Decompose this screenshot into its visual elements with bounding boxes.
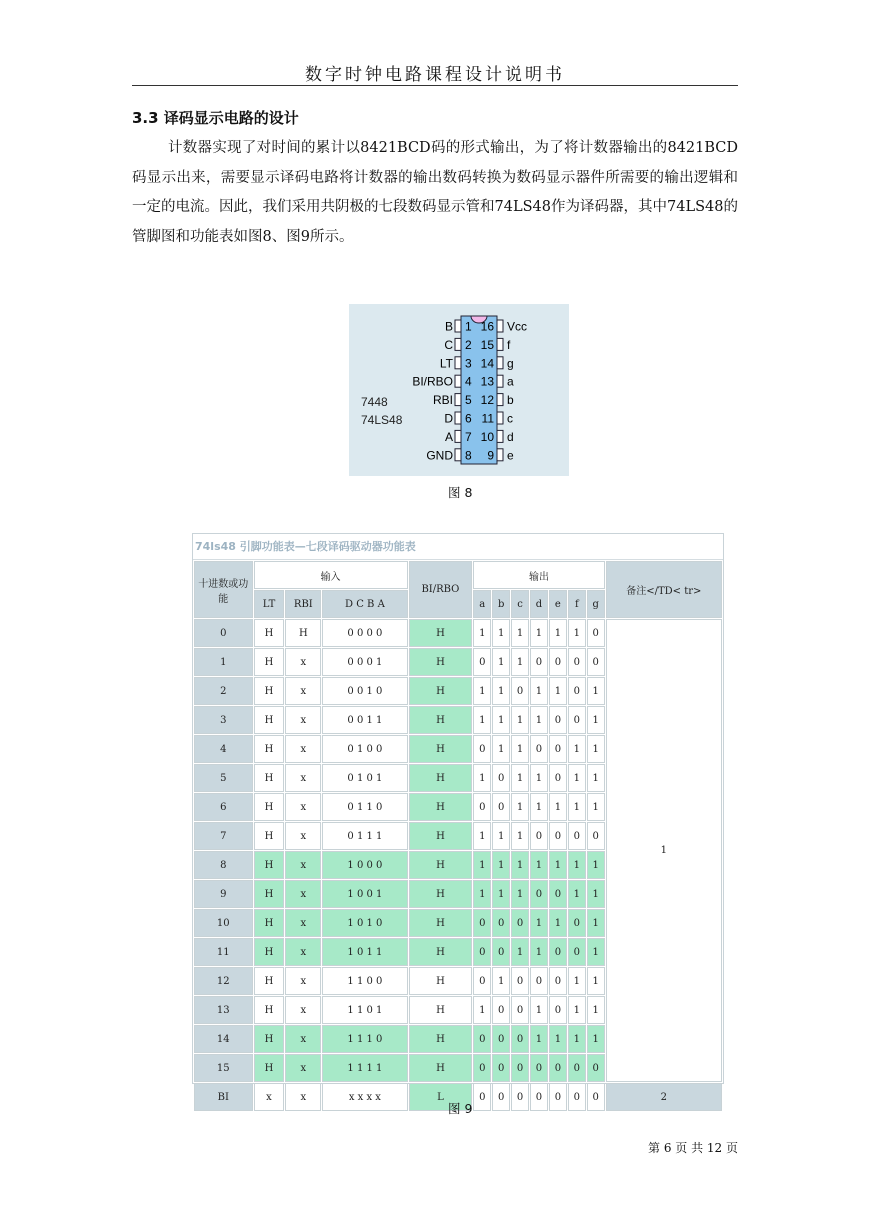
pin-number-left: 8 [465,448,472,463]
cell-output: 1 [549,619,567,647]
cell-bi-rbo: H [409,619,473,647]
figure9-caption: 图 9 [448,1101,473,1116]
pin-name-right: e [507,448,514,463]
cell-dcba: x x x x [322,1083,407,1111]
cell-output: 1 [492,706,510,734]
cell-output: 0 [568,822,586,850]
cell-output: 1 [473,677,491,705]
page-number: 第 6 页 共 12 页 [648,1141,738,1155]
pin-box-left [455,357,461,369]
cell-output: 0 [511,1054,529,1082]
cell-bi-rbo: H [409,851,473,879]
pin-box-left [455,430,461,442]
pin-box-left [455,412,461,424]
cell-output: 0 [492,909,510,937]
pin-box-right [497,357,503,369]
cell-dcba: 0 0 1 0 [322,677,407,705]
pin-box-right [497,412,503,424]
header-bi-rbo: BI/RBO [409,561,473,618]
pin-name-left: B [444,319,453,334]
cell-output: 0 [549,1083,567,1111]
cell-output: 0 [473,793,491,821]
cell-output: 1 [568,967,586,995]
cell-lt: H [254,909,285,937]
cell-bi-rbo: H [409,880,473,908]
cell-output: 1 [473,996,491,1024]
cell-bi-rbo: L [409,1083,473,1111]
pin-number-left: 7 [465,429,472,444]
cell-dcba: 1 1 1 1 [322,1054,407,1082]
pin-box-left [455,320,461,332]
cell-output: 1 [587,793,605,821]
subheader-output: c [511,590,529,618]
cell-output: 1 [568,1025,586,1053]
cell-bi-rbo: H [409,648,473,676]
cell-output: 1 [549,1025,567,1053]
cell-output: 1 [473,822,491,850]
cell-output: 1 [492,735,510,763]
cell-decimal: 7 [194,822,253,850]
cell-lt: H [254,822,285,850]
cell-bi-rbo: H [409,735,473,763]
cell-rbi: x [285,706,321,734]
cell-lt: H [254,677,285,705]
pinout-figure [349,304,569,476]
cell-output: 1 [492,967,510,995]
cell-rbi: H [285,619,321,647]
cell-rbi: x [285,851,321,879]
cell-bi-rbo: H [409,677,473,705]
cell-decimal: 3 [194,706,253,734]
cell-output: 0 [549,880,567,908]
cell-bi-rbo: H [409,1054,473,1082]
cell-note-main: 1 [606,619,722,1082]
cell-decimal: 15 [194,1054,253,1082]
cell-output: 1 [568,851,586,879]
cell-output: 0 [587,1083,605,1111]
cell-output: 1 [530,706,548,734]
pin-number-left: 4 [465,374,472,389]
cell-output: 0 [549,938,567,966]
cell-output: 0 [587,648,605,676]
cell-decimal: 4 [194,735,253,763]
function-table-figure [192,533,724,1103]
cell-output: 0 [530,735,548,763]
cell-output: 0 [511,677,529,705]
cell-output: 0 [568,1054,586,1082]
cell-output: 1 [549,677,567,705]
cell-output: 0 [530,1083,548,1111]
pin-number-left: 6 [465,411,472,426]
cell-output: 0 [587,822,605,850]
subheader-output: d [530,590,548,618]
cell-decimal: 12 [194,967,253,995]
cell-output: 1 [511,880,529,908]
section-heading: 3.3 译码显示电路的设计 [132,109,299,127]
cell-dcba: 0 1 1 1 [322,822,407,850]
cell-output: 0 [530,648,548,676]
cell-dcba: 0 1 0 0 [322,735,407,763]
cell-output: 0 [530,1054,548,1082]
table-row [194,619,722,647]
cell-lt: H [254,1054,285,1082]
pin-name-left: A [444,429,453,444]
chip-label-74ls48: 74LS48 [361,413,403,427]
chip-label-7448: 7448 [361,395,388,409]
cell-output: 0 [568,938,586,966]
pin-number-right: 12 [480,393,494,408]
cell-output: 0 [568,909,586,937]
cell-rbi: x [285,764,321,792]
cell-decimal: 5 [194,764,253,792]
pin-box-left [455,375,461,387]
cell-output: 1 [549,909,567,937]
cell-rbi: x [285,677,321,705]
cell-output: 1 [473,764,491,792]
subheader-input: LT [254,590,285,618]
pin-number-right: 9 [487,448,494,463]
cell-dcba: 0 0 0 0 [322,619,407,647]
pin-number-right: 15 [480,337,494,352]
cell-dcba: 0 1 1 0 [322,793,407,821]
cell-output: 0 [473,909,491,937]
cell-dcba: 1 0 0 0 [322,851,407,879]
cell-bi-rbo: H [409,909,473,937]
cell-output: 1 [568,764,586,792]
cell-decimal: 11 [194,938,253,966]
cell-output: 0 [549,1054,567,1082]
pin-name-right: a [507,374,514,389]
cell-bi-rbo: H [409,822,473,850]
subheader-output: g [587,590,605,618]
cell-output: 1 [511,851,529,879]
header-decimal: 十进数或功能 [194,561,253,618]
cell-output: 1 [492,677,510,705]
cell-output: 0 [511,909,529,937]
cell-rbi: x [285,909,321,937]
cell-output: 1 [530,909,548,937]
pin-name-left: RBI [432,393,453,408]
cell-output: 1 [511,793,529,821]
cell-output: 1 [530,677,548,705]
cell-lt: H [254,996,285,1024]
subheader-output: a [473,590,491,618]
cell-output: 1 [511,822,529,850]
pin-box-right [497,430,503,442]
pin-box-right [497,394,503,406]
cell-lt: H [254,938,285,966]
cell-bi-rbo: H [409,967,473,995]
pin-box-left [455,394,461,406]
cell-dcba: 0 0 1 1 [322,706,407,734]
cell-output: 1 [587,677,605,705]
cell-lt: H [254,619,285,647]
cell-bi-rbo: H [409,938,473,966]
pin-name-right: d [507,429,514,444]
pin-name-left: BI/RBO [412,374,453,389]
cell-rbi: x [285,1054,321,1082]
cell-dcba: 1 0 1 0 [322,909,407,937]
cell-lt: H [254,880,285,908]
cell-output: 1 [587,909,605,937]
cell-rbi: x [285,967,321,995]
cell-output: 0 [473,938,491,966]
cell-bi-rbo: H [409,764,473,792]
cell-rbi: x [285,793,321,821]
cell-lt: x [254,1083,285,1111]
pin-name-left: LT [439,356,453,371]
cell-lt: H [254,706,285,734]
cell-rbi: x [285,938,321,966]
subheader-input: RBI [285,590,321,618]
cell-output: 0 [511,996,529,1024]
pin-name-left: GND [426,448,453,463]
cell-output: 1 [568,880,586,908]
pinout-diagram [349,304,569,476]
page-header-title: 数字时钟电路课程设计说明书 [305,65,565,85]
cell-output: 1 [568,619,586,647]
cell-dcba: 1 0 0 1 [322,880,407,908]
cell-dcba: 1 1 0 0 [322,967,407,995]
subheader-output: f [568,590,586,618]
cell-rbi: x [285,648,321,676]
cell-output: 1 [530,851,548,879]
pin-number-right: 16 [480,319,494,334]
pin-name-right: Vcc [507,319,528,334]
cell-output: 1 [473,619,491,647]
cell-output: 0 [492,1025,510,1053]
cell-output: 0 [549,996,567,1024]
cell-output: 1 [568,996,586,1024]
cell-rbi: x [285,996,321,1024]
cell-output: 1 [492,880,510,908]
cell-output: 1 [587,851,605,879]
cell-lt: H [254,648,285,676]
cell-output: 1 [530,938,548,966]
cell-output: 1 [530,619,548,647]
cell-output: 0 [549,706,567,734]
cell-lt: H [254,1025,285,1053]
cell-output: 1 [549,851,567,879]
cell-output: 0 [549,822,567,850]
cell-output: 1 [587,1025,605,1053]
cell-output: 1 [568,793,586,821]
cell-output: 0 [568,1083,586,1111]
cell-output: 0 [568,706,586,734]
pin-name-right: c [507,411,513,426]
cell-output: 1 [587,938,605,966]
cell-output: 1 [473,880,491,908]
pin-box-right [497,449,503,461]
cell-output: 1 [568,735,586,763]
cell-output: 0 [473,1083,491,1111]
cell-dcba: 0 0 0 1 [322,648,407,676]
cell-bi-rbo: H [409,1025,473,1053]
header-outputs: 输出 [473,561,604,589]
cell-output: 1 [511,619,529,647]
cell-output: 0 [473,648,491,676]
pin-number-left: 5 [465,393,472,408]
pin-number-right: 14 [480,356,494,371]
header-note: 备注</TD< tr> [606,561,722,618]
function-table-title: 74ls48 引脚功能表—七段译码驱动器功能表 [193,534,723,560]
figure8-caption: 图 8 [448,485,473,500]
cell-output: 0 [473,1025,491,1053]
cell-rbi: x [285,822,321,850]
cell-decimal: 13 [194,996,253,1024]
pin-number-left: 3 [465,356,472,371]
pin-number-right: 11 [481,411,494,426]
cell-output: 1 [587,706,605,734]
cell-output: 1 [587,764,605,792]
cell-output: 0 [587,1054,605,1082]
cell-decimal: 6 [194,793,253,821]
pin-number-right: 10 [480,429,494,444]
body-paragraph: 计数器实现了对时间的累计以8421BCD码的形式输出，为了将计数器输出的8421BCD码显示出来，需要显示译码电路将计数器的输出数码转换为数码显示器件所需要的输出逻辑和一定的电流。因此，我们采用共阴极的七段数码显示管和74LS48作为译码器，其中74LS48的管脚图和功能表如图8、图9所示。 [132,140,738,245]
cell-output: 1 [587,880,605,908]
pin-box-left [455,338,461,350]
cell-output: 1 [530,1025,548,1053]
pin-name-right: g [507,356,514,371]
cell-output: 0 [530,822,548,850]
cell-output: 1 [511,648,529,676]
pin-name-left: D [444,411,453,426]
cell-output: 1 [492,648,510,676]
cell-output: 0 [511,967,529,995]
cell-output: 0 [549,735,567,763]
cell-output: 1 [549,793,567,821]
cell-decimal: BI [194,1083,253,1111]
pin-box-left [455,449,461,461]
cell-output: 0 [492,1054,510,1082]
cell-output: 0 [492,938,510,966]
cell-output: 0 [549,764,567,792]
cell-output: 1 [511,764,529,792]
cell-output: 1 [473,851,491,879]
cell-output: 0 [511,1025,529,1053]
cell-lt: H [254,764,285,792]
cell-rbi: x [285,1083,321,1111]
cell-output: 1 [530,793,548,821]
cell-output: 0 [511,1083,529,1111]
pin-name-right: f [507,337,511,352]
cell-lt: H [254,851,285,879]
cell-decimal: 14 [194,1025,253,1053]
cell-output: 0 [473,1054,491,1082]
cell-decimal: 8 [194,851,253,879]
cell-output: 1 [492,851,510,879]
cell-output: 1 [587,967,605,995]
pin-number-left: 2 [465,337,472,352]
cell-rbi: x [285,1025,321,1053]
header-divider [132,85,738,86]
cell-dcba: 0 1 0 1 [322,764,407,792]
cell-output: 0 [492,1083,510,1111]
cell-output: 0 [492,764,510,792]
cell-output: 0 [530,967,548,995]
cell-output: 1 [530,996,548,1024]
cell-output: 0 [568,677,586,705]
cell-rbi: x [285,880,321,908]
cell-output: 1 [587,735,605,763]
subheader-input: D C B A [322,590,407,618]
pin-name-right: b [507,393,514,408]
cell-lt: H [254,793,285,821]
cell-note-bi: 2 [606,1083,722,1111]
cell-output: 0 [473,735,491,763]
function-table [193,560,723,1112]
cell-decimal: 2 [194,677,253,705]
cell-output: 1 [511,938,529,966]
cell-bi-rbo: H [409,996,473,1024]
cell-output: 1 [530,764,548,792]
pin-number-left: 1 [465,319,472,334]
cell-decimal: 9 [194,880,253,908]
subheader-output: b [492,590,510,618]
cell-output: 0 [473,967,491,995]
header-inputs: 输入 [254,561,408,589]
cell-output: 1 [587,996,605,1024]
cell-rbi: x [285,735,321,763]
cell-dcba: 1 1 0 1 [322,996,407,1024]
pin-box-right [497,375,503,387]
cell-dcba: 1 1 1 0 [322,1025,407,1053]
pin-name-left: C [444,337,453,352]
cell-output: 1 [492,619,510,647]
cell-output: 1 [511,735,529,763]
cell-output: 0 [568,648,586,676]
cell-lt: H [254,967,285,995]
cell-output: 1 [511,706,529,734]
cell-output: 0 [549,967,567,995]
cell-dcba: 1 0 1 1 [322,938,407,966]
cell-output: 0 [549,648,567,676]
cell-bi-rbo: H [409,793,473,821]
cell-bi-rbo: H [409,706,473,734]
cell-decimal: 1 [194,648,253,676]
pin-box-right [497,338,503,350]
cell-decimal: 0 [194,619,253,647]
pin-number-right: 13 [480,374,494,389]
cell-decimal: 10 [194,909,253,937]
pin-box-right [497,320,503,332]
cell-output: 0 [587,619,605,647]
cell-lt: H [254,735,285,763]
cell-output: 1 [473,706,491,734]
cell-output: 0 [492,793,510,821]
cell-output: 1 [492,822,510,850]
subheader-output: e [549,590,567,618]
cell-output: 0 [530,880,548,908]
cell-output: 0 [492,996,510,1024]
